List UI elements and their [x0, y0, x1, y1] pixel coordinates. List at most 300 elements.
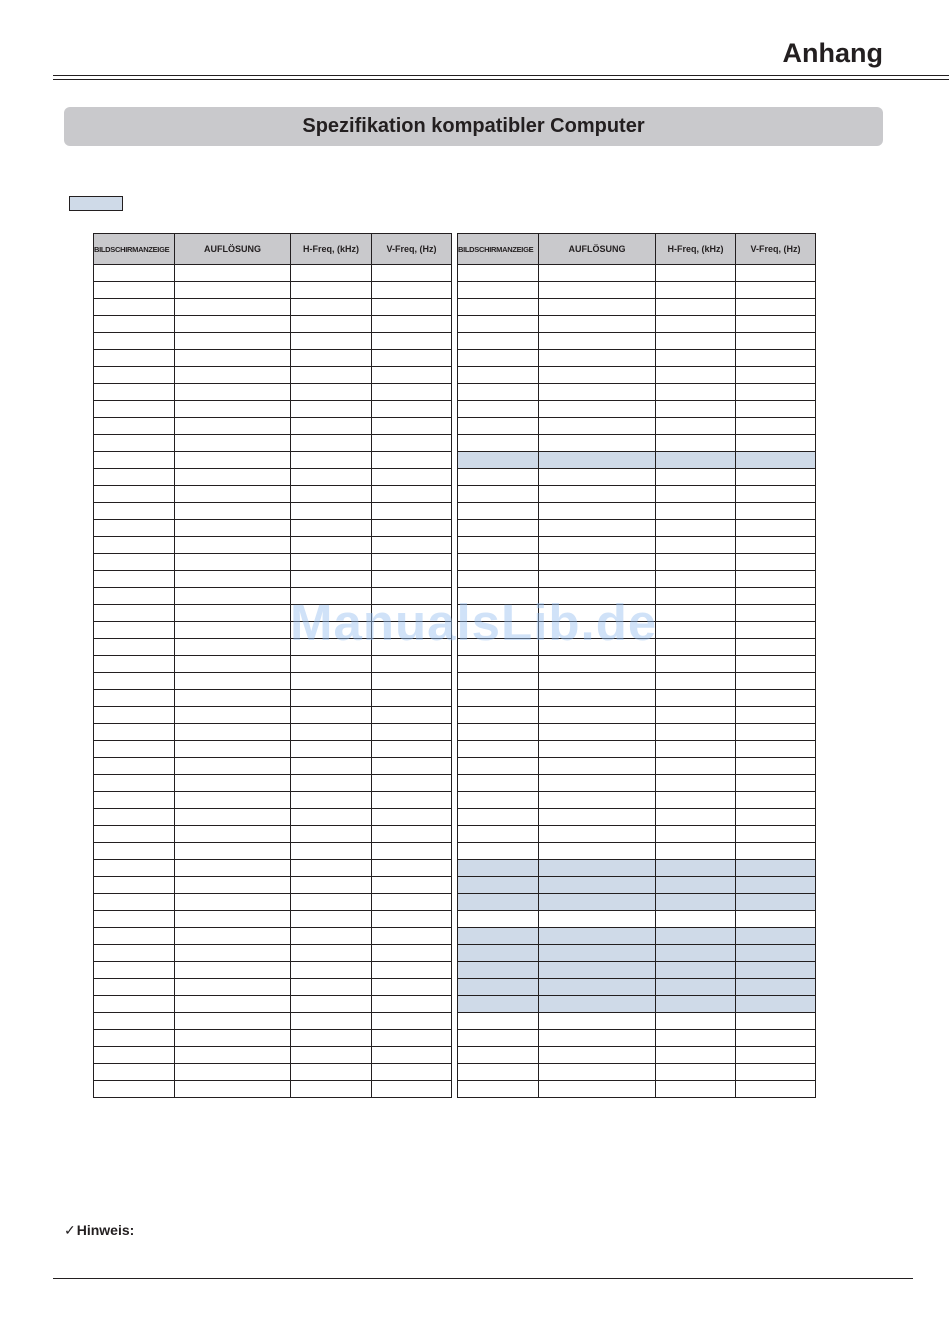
table-cell	[656, 554, 736, 571]
table-cell	[175, 860, 291, 877]
table-cell	[94, 894, 175, 911]
table-row	[458, 826, 816, 843]
table-row	[94, 860, 452, 877]
table-cell	[291, 928, 372, 945]
table-cell	[736, 911, 816, 928]
table-cell	[291, 350, 372, 367]
table-cell	[458, 928, 539, 945]
table-cell	[94, 384, 175, 401]
col-header-hfreq: H-Freq, (kHz)	[291, 234, 372, 265]
table-cell	[539, 469, 656, 486]
table-cell	[656, 758, 736, 775]
table-cell	[291, 775, 372, 792]
table-cell	[458, 367, 539, 384]
table-cell	[372, 962, 452, 979]
table-cell	[291, 690, 372, 707]
table-cell	[656, 588, 736, 605]
table-cell	[539, 792, 656, 809]
table-cell	[458, 1081, 539, 1098]
table-cell	[94, 622, 175, 639]
header-rule-second	[53, 79, 949, 80]
table-cell	[458, 554, 539, 571]
table-cell	[175, 384, 291, 401]
table-cell	[175, 945, 291, 962]
table-row	[458, 979, 816, 996]
table-cell	[175, 758, 291, 775]
table-row	[94, 809, 452, 826]
table-cell	[736, 452, 816, 469]
table-cell	[175, 1030, 291, 1047]
table-cell	[736, 639, 816, 656]
table-cell	[539, 520, 656, 537]
table-cell	[372, 537, 452, 554]
table-row	[458, 758, 816, 775]
table-cell	[458, 316, 539, 333]
highlight-legend-swatch	[69, 196, 123, 211]
table-cell	[372, 877, 452, 894]
table-cell	[458, 792, 539, 809]
table-row	[94, 945, 452, 962]
table-row	[458, 962, 816, 979]
table-cell	[291, 537, 372, 554]
table-cell	[656, 809, 736, 826]
col-header-resolution: AUFLÖSUNG	[175, 234, 291, 265]
table-cell	[736, 418, 816, 435]
table-cell	[656, 792, 736, 809]
table-cell	[94, 1030, 175, 1047]
table-row	[94, 486, 452, 503]
table-cell	[736, 656, 816, 673]
table-cell	[175, 809, 291, 826]
table-cell	[736, 520, 816, 537]
table-cell	[94, 724, 175, 741]
table-cell	[539, 1047, 656, 1064]
table-cell	[736, 1081, 816, 1098]
table-cell	[458, 333, 539, 350]
table-row	[458, 299, 816, 316]
table-cell	[291, 843, 372, 860]
table-cell	[539, 486, 656, 503]
table-cell	[372, 469, 452, 486]
table-cell	[94, 911, 175, 928]
table-cell	[458, 962, 539, 979]
table-cell	[736, 622, 816, 639]
table-cell	[291, 333, 372, 350]
table-cell	[458, 384, 539, 401]
table-cell	[458, 979, 539, 996]
table-cell	[175, 520, 291, 537]
table-cell	[656, 945, 736, 962]
table-cell	[372, 809, 452, 826]
table-row	[458, 469, 816, 486]
table-cell	[539, 282, 656, 299]
table-cell	[458, 826, 539, 843]
table-cell	[291, 979, 372, 996]
table-cell	[458, 911, 539, 928]
table-row	[94, 758, 452, 775]
table-cell	[458, 673, 539, 690]
table-cell	[94, 537, 175, 554]
table-cell	[175, 996, 291, 1013]
table-cell	[458, 265, 539, 282]
table-row	[94, 741, 452, 758]
table-cell	[539, 1030, 656, 1047]
table-cell	[175, 452, 291, 469]
table-cell	[175, 401, 291, 418]
table-cell	[656, 503, 736, 520]
table-cell	[372, 367, 452, 384]
table-cell	[656, 877, 736, 894]
table-cell	[736, 1064, 816, 1081]
spec-table-right-body	[458, 265, 816, 1098]
table-cell	[539, 299, 656, 316]
table-cell	[458, 656, 539, 673]
table-cell	[94, 367, 175, 384]
table-cell	[372, 911, 452, 928]
table-cell	[736, 843, 816, 860]
table-cell	[175, 792, 291, 809]
table-cell	[736, 537, 816, 554]
table-row	[94, 1047, 452, 1064]
table-cell	[656, 435, 736, 452]
table-row	[458, 520, 816, 537]
table-row	[94, 282, 452, 299]
table-cell	[458, 860, 539, 877]
table-cell	[372, 758, 452, 775]
table-cell	[372, 1081, 452, 1098]
table-cell	[175, 316, 291, 333]
table-cell	[291, 452, 372, 469]
note	[64, 1222, 134, 1239]
table-cell	[458, 401, 539, 418]
table-cell	[94, 401, 175, 418]
table-cell	[736, 928, 816, 945]
table-row	[94, 1030, 452, 1047]
table-row	[458, 537, 816, 554]
table-cell	[656, 656, 736, 673]
table-row	[458, 367, 816, 384]
footer-rule	[53, 1278, 913, 1279]
table-cell	[372, 571, 452, 588]
table-cell	[458, 1030, 539, 1047]
table-cell	[736, 605, 816, 622]
table-row	[458, 877, 816, 894]
table-cell	[291, 724, 372, 741]
table-row	[94, 894, 452, 911]
table-row	[458, 401, 816, 418]
table-row	[94, 962, 452, 979]
col-header-resolution: AUFLÖSUNG	[539, 234, 656, 265]
table-cell	[291, 265, 372, 282]
table-row	[94, 452, 452, 469]
table-cell	[736, 826, 816, 843]
table-cell	[372, 452, 452, 469]
table-cell	[94, 486, 175, 503]
table-cell	[458, 690, 539, 707]
table-row	[458, 741, 816, 758]
table-cell	[736, 962, 816, 979]
table-cell	[372, 299, 452, 316]
table-cell	[175, 775, 291, 792]
table-cell	[372, 690, 452, 707]
table-cell	[539, 877, 656, 894]
table-cell	[736, 758, 816, 775]
table-cell	[736, 775, 816, 792]
spec-table-left	[93, 233, 452, 1098]
table-cell	[372, 316, 452, 333]
table-row	[458, 554, 816, 571]
table-cell	[656, 520, 736, 537]
table-cell	[372, 928, 452, 945]
table-cell	[175, 962, 291, 979]
table-cell	[94, 1064, 175, 1081]
table-cell	[291, 401, 372, 418]
table-cell	[291, 469, 372, 486]
table-cell	[291, 1064, 372, 1081]
table-cell	[539, 962, 656, 979]
check-icon: ✓	[64, 1222, 76, 1238]
table-cell	[656, 1030, 736, 1047]
table-cell	[539, 826, 656, 843]
table-row	[94, 1013, 452, 1030]
table-cell	[539, 554, 656, 571]
table-cell	[539, 707, 656, 724]
table-cell	[458, 503, 539, 520]
table-row	[458, 945, 816, 962]
table-row	[458, 316, 816, 333]
table-cell	[736, 1047, 816, 1064]
table-cell	[736, 809, 816, 826]
table-cell	[291, 316, 372, 333]
table-cell	[656, 775, 736, 792]
table-cell	[656, 996, 736, 1013]
table-cell	[291, 809, 372, 826]
col-header-vfreq: V-Freq, (Hz)	[736, 234, 816, 265]
table-cell	[175, 894, 291, 911]
table-cell	[656, 962, 736, 979]
table-cell	[736, 435, 816, 452]
table-cell	[291, 1047, 372, 1064]
table-cell	[372, 843, 452, 860]
table-row	[94, 911, 452, 928]
table-cell	[539, 673, 656, 690]
table-cell	[736, 554, 816, 571]
table-row	[458, 333, 816, 350]
table-cell	[291, 520, 372, 537]
table-row	[94, 928, 452, 945]
table-cell	[736, 367, 816, 384]
spec-table-right	[457, 233, 816, 1098]
table-cell	[372, 724, 452, 741]
table-cell	[94, 435, 175, 452]
table-row	[458, 1081, 816, 1098]
table-cell	[175, 571, 291, 588]
table-cell	[656, 1081, 736, 1098]
table-row	[458, 707, 816, 724]
table-cell	[94, 1047, 175, 1064]
table-cell	[291, 367, 372, 384]
table-cell	[291, 435, 372, 452]
table-cell	[539, 367, 656, 384]
table-row	[458, 843, 816, 860]
table-cell	[656, 1064, 736, 1081]
table-cell	[94, 928, 175, 945]
table-cell	[656, 367, 736, 384]
table-row	[458, 571, 816, 588]
table-cell	[736, 707, 816, 724]
table-cell	[539, 758, 656, 775]
table-cell	[656, 571, 736, 588]
table-row	[458, 911, 816, 928]
table-cell	[656, 486, 736, 503]
table-cell	[458, 758, 539, 775]
table-row	[94, 469, 452, 486]
table-cell	[458, 843, 539, 860]
table-cell	[539, 741, 656, 758]
table-row	[94, 877, 452, 894]
table-cell	[94, 673, 175, 690]
table-row	[458, 792, 816, 809]
table-cell	[736, 350, 816, 367]
table-cell	[372, 996, 452, 1013]
table-cell	[372, 1013, 452, 1030]
table-row	[458, 690, 816, 707]
table-cell	[539, 979, 656, 996]
table-cell	[175, 333, 291, 350]
table-cell	[291, 996, 372, 1013]
table-cell	[94, 656, 175, 673]
table-cell	[458, 418, 539, 435]
table-cell	[94, 945, 175, 962]
table-cell	[656, 673, 736, 690]
table-cell	[539, 401, 656, 418]
table-cell	[539, 316, 656, 333]
table-cell	[656, 350, 736, 367]
table-cell	[175, 435, 291, 452]
table-cell	[291, 384, 372, 401]
table-cell	[175, 367, 291, 384]
table-cell	[372, 520, 452, 537]
table-cell	[656, 1013, 736, 1030]
table-cell	[291, 418, 372, 435]
table-cell	[94, 809, 175, 826]
table-header-row	[458, 234, 816, 265]
table-cell	[291, 707, 372, 724]
table-cell	[94, 639, 175, 656]
table-cell	[656, 826, 736, 843]
table-cell	[372, 282, 452, 299]
table-row	[94, 554, 452, 571]
table-cell	[175, 537, 291, 554]
table-row	[94, 724, 452, 741]
table-cell	[291, 758, 372, 775]
table-cell	[539, 1081, 656, 1098]
table-cell	[291, 673, 372, 690]
table-cell	[94, 979, 175, 996]
table-cell	[372, 554, 452, 571]
table-cell	[656, 690, 736, 707]
table-row	[94, 299, 452, 316]
watermark: ManualsLib.de	[290, 594, 658, 651]
table-row	[458, 673, 816, 690]
table-cell	[175, 350, 291, 367]
table-cell	[291, 1013, 372, 1030]
table-row	[458, 435, 816, 452]
spec-table-left-body	[94, 265, 452, 1098]
table-cell	[736, 792, 816, 809]
table-cell	[539, 571, 656, 588]
table-cell	[736, 724, 816, 741]
table-cell	[175, 1081, 291, 1098]
table-cell	[736, 503, 816, 520]
table-row	[458, 384, 816, 401]
table-cell	[175, 622, 291, 639]
table-cell	[539, 911, 656, 928]
table-row	[458, 894, 816, 911]
table-cell	[656, 911, 736, 928]
table-cell	[539, 418, 656, 435]
table-cell	[372, 656, 452, 673]
table-header-row	[94, 234, 452, 265]
section-title: Anhang	[782, 38, 883, 68]
table-cell	[458, 452, 539, 469]
table-cell	[94, 792, 175, 809]
table-cell	[656, 316, 736, 333]
table-cell	[458, 775, 539, 792]
table-cell	[539, 775, 656, 792]
table-cell	[291, 1081, 372, 1098]
table-cell	[656, 894, 736, 911]
table-cell	[539, 537, 656, 554]
table-cell	[94, 741, 175, 758]
table-row	[94, 520, 452, 537]
table-cell	[372, 333, 452, 350]
col-header-display: BILDSCHIRMANZEIGE	[458, 234, 539, 265]
table-cell	[175, 673, 291, 690]
table-cell	[94, 758, 175, 775]
table-row	[458, 1064, 816, 1081]
table-cell	[175, 469, 291, 486]
table-cell	[94, 520, 175, 537]
table-cell	[656, 401, 736, 418]
table-cell	[175, 1064, 291, 1081]
table-cell	[736, 333, 816, 350]
col-header-hfreq: H-Freq, (kHz)	[656, 234, 736, 265]
table-cell	[372, 673, 452, 690]
table-cell	[372, 350, 452, 367]
table-cell	[291, 656, 372, 673]
table-cell	[539, 503, 656, 520]
table-cell	[175, 1047, 291, 1064]
table-cell	[656, 724, 736, 741]
table-row	[458, 1047, 816, 1064]
table-cell	[736, 384, 816, 401]
table-row	[94, 673, 452, 690]
table-cell	[458, 1013, 539, 1030]
table-cell	[372, 265, 452, 282]
table-cell	[372, 1064, 452, 1081]
table-row	[94, 1081, 452, 1098]
table-cell	[539, 265, 656, 282]
table-cell	[372, 1047, 452, 1064]
table-cell	[458, 435, 539, 452]
table-cell	[94, 996, 175, 1013]
table-cell	[458, 945, 539, 962]
table-cell	[372, 418, 452, 435]
table-cell	[291, 299, 372, 316]
table-cell	[291, 741, 372, 758]
table-cell	[94, 265, 175, 282]
